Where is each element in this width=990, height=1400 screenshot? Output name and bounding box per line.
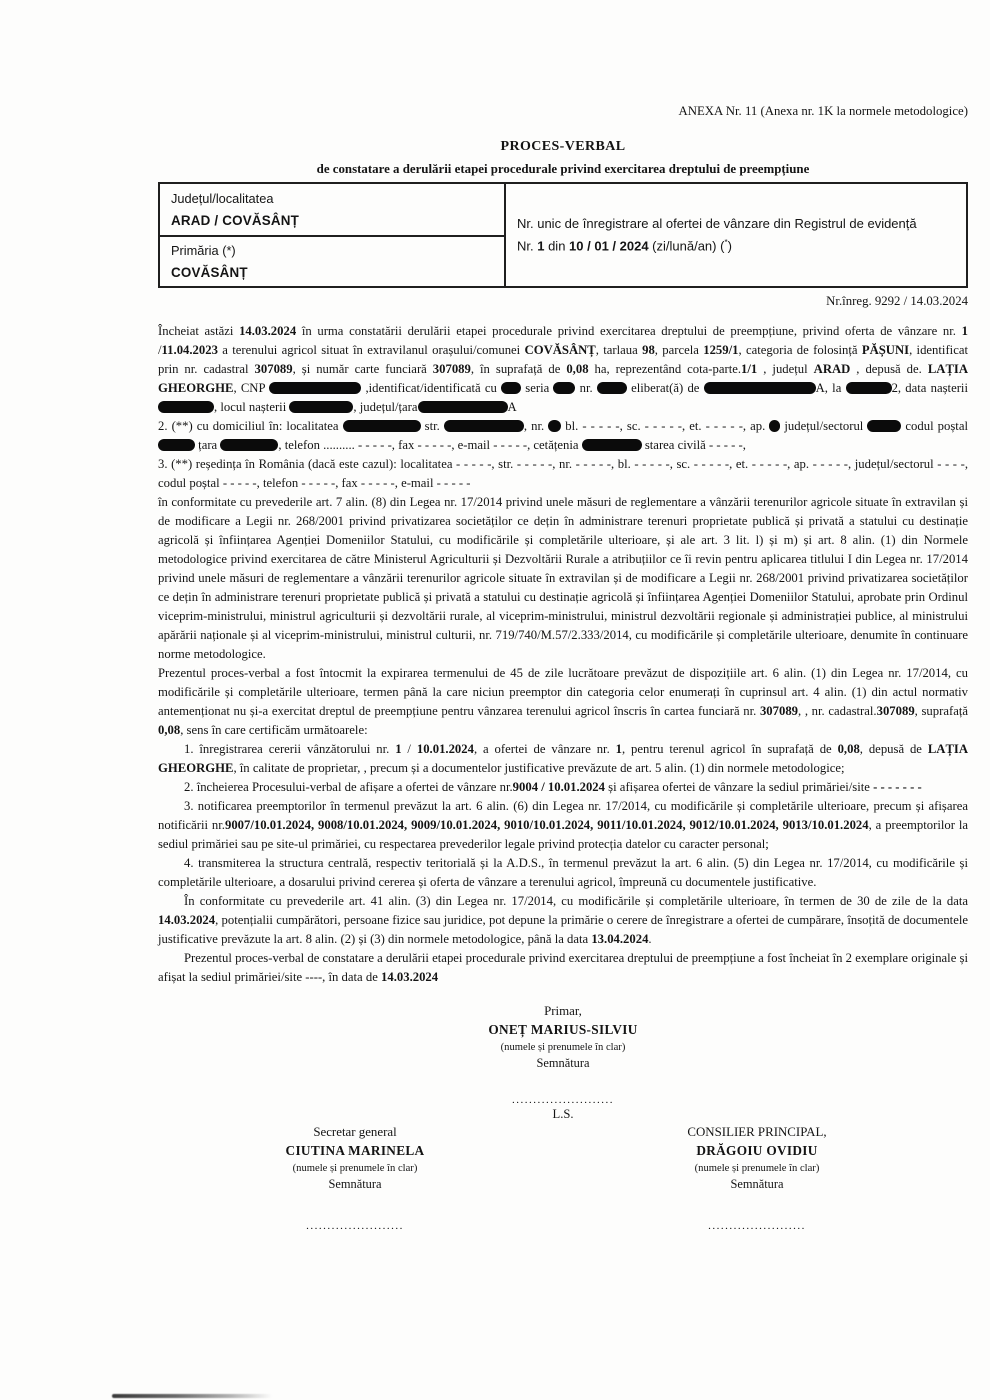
redaction-bar	[158, 439, 195, 451]
county-cell	[159, 183, 505, 236]
signature-dotted-line-secretar: .......................	[306, 1220, 404, 1232]
text-run: - - - - - - -	[873, 780, 922, 794]
text-run: 1	[537, 238, 545, 254]
text-run: ARAD	[813, 362, 851, 376]
text-run: seria	[521, 381, 554, 395]
text-run: , sens în care certificăm următoarele:	[180, 723, 368, 737]
text-run: 3. notificarea preemptorilor în termenul prevăzut la art. 6 alin. (6) din Legea nr. 17/2014, cu modificările și completările ulterioare, precum și afișarea notificării nr.	[158, 799, 968, 832]
text-run: 98	[642, 343, 655, 357]
text-run: 1. înregistrarea cererii vânzătorului nr.	[184, 742, 396, 756]
paragraph	[158, 949, 968, 987]
redaction-bar	[582, 439, 642, 451]
signature-role-secretar: Secretar general	[313, 1125, 397, 1139]
text-run: 14.03.2024	[381, 970, 439, 984]
text-run: 14.03.2024	[158, 913, 216, 927]
signature-role-primar: Primar,	[544, 1004, 582, 1018]
signature-label-primar: Semnătura	[536, 1056, 590, 1070]
paragraph	[158, 322, 968, 417]
text-run: ,identificat/identificată cu	[361, 381, 502, 395]
text-run: .	[648, 932, 652, 946]
text-run: (zi/lună/an) (	[648, 238, 725, 254]
text-run: codul poștal	[901, 419, 968, 433]
text-run: , , nr. cadastral.	[798, 704, 877, 718]
redaction-bar	[269, 382, 361, 394]
superscript-marker: *	[724, 238, 728, 248]
text-run: , depusă de.	[850, 362, 928, 376]
text-run: În conformitate cu prevederile art. 41 alin. (3) din Legea nr. 17/2014, cu modificările și completările ulterioare, în termen de 30 de zile de la data	[184, 894, 968, 908]
redaction-bar	[704, 382, 816, 394]
text-run: ha, reprezentând cota-parte.	[588, 362, 742, 376]
text-run: Nr.	[517, 238, 538, 254]
county-label: Județul/localitatea	[171, 191, 274, 206]
redaction-bar	[553, 382, 575, 394]
text-run: , suprafață	[914, 704, 968, 718]
text-run: , județul	[757, 362, 814, 376]
redaction-bar	[597, 382, 627, 394]
text-run: 10.01.2024	[416, 742, 474, 756]
registry-line1: Nr. unic de înregistrare al ofertei de vânzare din Registrul de evidență	[517, 216, 917, 232]
document-title: PROCES-VERBAL	[500, 139, 626, 154]
text-run: bl. - - - - -, sc. - - - - -, et. - - - - -, ap.	[561, 419, 770, 433]
text-run: 1259/1	[703, 343, 739, 357]
signature-name-primar: ONEȚ MARIUS-SILVIU	[488, 1022, 638, 1037]
text-run: 1	[961, 324, 968, 338]
signature-dotted-line-primar: ........................	[512, 1094, 614, 1106]
signature-row	[158, 1125, 968, 1232]
text-run: , parcela	[654, 343, 704, 357]
text-run: A, la	[815, 381, 846, 395]
text-run: , CNP	[233, 381, 270, 395]
text-run: a terenului agricol situat în extravilanul orașului/comunei	[217, 343, 525, 357]
text-run: , categoria de folosință	[738, 343, 862, 357]
text-run: , și număr carte funciară	[292, 362, 433, 376]
text-run: Încheiat astăzi	[158, 324, 240, 338]
signature-dotted-line-consilier: .......................	[708, 1220, 806, 1232]
text-run: Prezentul proces-verbal de constatare a derulării etapei procedurale privind exercitarea dreptului de preempțiune a fost încheiat în 2 exemplare originale și afișat la sediul primăriei/site ----, în data de	[158, 951, 968, 984]
paragraph	[158, 778, 968, 797]
signature-name-secretar: CIUTINA MARINELA	[285, 1143, 425, 1158]
primaria-label: Primăria (*)	[171, 243, 236, 258]
text-run: LAȚIA GHEORGHE	[158, 362, 969, 395]
paragraph	[158, 664, 968, 740]
paragraph	[158, 797, 968, 854]
text-run: 10 / 01 / 2024	[569, 238, 649, 254]
ls-stamp-label: L.S.	[552, 1107, 574, 1121]
document-body	[158, 322, 968, 987]
text-run: A	[507, 400, 517, 414]
text-run: , pentru terenul agricol în suprafață de	[621, 742, 838, 756]
paragraph	[158, 854, 968, 892]
text-run: , în suprafață de	[470, 362, 567, 376]
redaction-bar	[220, 439, 278, 451]
text-run: 13.04.2024	[591, 932, 649, 946]
signature-label-consilier: Semnătura	[730, 1177, 784, 1191]
text-run: 0,08	[158, 723, 181, 737]
text-run: Prezentul proces-verbal a fost întocmit la expirarea termenului de 45 de zile lucrătoare prevăzut de dispozițiile art. 6 alin. (1) din Legea nr. 17/2014, cu modificările și completările ulterioare, termen până la care niciun preemptor din categoria celor enumerați în cuprinsul art. 4 alin. (1) din actul normativ antemenționat nu și-a exercitat dreptul de preempțiune pentru vânzarea terenului agricol înscris în cartea funciară nr.	[158, 666, 968, 718]
text-run: nr.	[575, 381, 597, 395]
text-run: 2. (**) cu domiciliul în: localitatea	[158, 419, 343, 433]
registry-line2	[517, 238, 955, 253]
text-run: /	[401, 742, 417, 756]
text-run: 2. încheierea Procesului-verbal de afișare a ofertei de vânzare nr.	[184, 780, 513, 794]
text-run: , nr.	[523, 419, 549, 433]
signature-label-secretar: Semnătura	[328, 1177, 382, 1191]
text-run: și afișarea ofertei de vânzare la sediul primăriei/site	[605, 780, 874, 794]
anexa-note: ANEXA Nr. 11 (Anexa nr. 1K la normele metodologice)	[678, 104, 968, 118]
primaria-cell	[159, 236, 505, 287]
paragraph	[158, 493, 968, 664]
text-run: /	[158, 343, 162, 357]
text-run: 0,08	[566, 362, 589, 376]
document-subtitle: de constatare a derulării etapei procedurale privind exercitarea dreptului de preempțiune	[316, 162, 810, 176]
redaction-bar	[418, 401, 508, 413]
text-run: , locul nașterii	[214, 400, 290, 414]
text-run: , telefon .......... - - - - -, fax - - - - -, e-mail - - - - -, cetățenia	[278, 438, 582, 452]
signature-block-consilier	[637, 1125, 877, 1232]
text-run: eliberat(ă) de	[626, 381, 704, 395]
redaction-bar	[501, 382, 521, 394]
text-run: 4. transmiterea la structura centrală, respectiv teritorială și la A.D.S., în termenul prevăzut la art. 6 alin. (5) din Legea nr. 17/2014, cu modificările și completările ulterioare, a dosarului privind cererea și oferta de vânzare a terenului agricol, împreună cu documentele justificative.	[158, 856, 968, 889]
signature-clar-consilier: (numele și prenumele în clar)	[694, 1163, 820, 1174]
text-run: , tarlaua	[595, 343, 643, 357]
text-run: 307089	[876, 704, 915, 718]
text-run: 307089	[254, 362, 293, 376]
document-content	[158, 0, 968, 1232]
registration-number: Nr.înreg. 9292 / 14.03.2024	[826, 294, 968, 308]
text-run: 1/1	[741, 362, 758, 376]
redaction-bar	[548, 420, 561, 432]
text-run: 1	[615, 742, 622, 756]
signature-block-secretar	[240, 1125, 470, 1232]
text-run: , potențialii cumpărători, persoane fizice sau juridice, pot depune la primărie o cerere de înregistrare a ofertei de cumpărare, însoțită de documentele justificative prevăzute la art. 8 alin. (2) și (3) din normele metodologice, până la data	[158, 913, 968, 946]
signature-name-consilier: DRĂGOIU OVIDIU	[696, 1143, 818, 1158]
text-run: , în calitate de proprietar, , precum și a documentelor justificative prevăzute de art. 5 alin. (1) din normele metodologice;	[233, 761, 845, 775]
text-run: , județul/țara	[353, 400, 418, 414]
signature-clar-primar: (numele și prenumele în clar)	[500, 1042, 626, 1053]
text-run: COVĂSÂNȚ	[524, 343, 596, 357]
text-run: , depusă de	[859, 742, 928, 756]
text-run: județul/sectorul	[780, 419, 868, 433]
text-run: din	[544, 238, 570, 254]
scan-artifact	[112, 1394, 272, 1398]
paragraph	[158, 740, 968, 778]
text-run: în conformitate cu prevederile art. 7 alin. (8) din Legea nr. 17/2014 privind unele măsuri de reglementare a vânzării terenurilor agricole situate în extravilan și de modificare a Legii nr. 268/2001 privind privatizarea societăților ce dețin în administrare terenuri proprietate publică și privată a statului cu destinație agricolă și înființarea Agenției Domeniilor Statului, cu modificările și completările ulterioare, și ale art. 3 lit. l) și m) și art. 8 alin. (1) din Normele metodologice privind exercitarea de către Ministerul Agriculturii și Dezvoltării Rurale a atribuțiilor ce îi revin pentru aplicarea titlului I din Legea nr. 17/2014 privind unele măsuri de reglementare a vânzării terenurilor agricole situate în extravilan și de modificare a Legii nr. 268/2001 privind privatizarea societăților ce dețin în administrare terenuri proprietate publică și privată a statului cu destinație agricolă și înființarea Agenției Domeniilor Statului, aprobate prin Ordinul viceprim-ministrului, ministrul agriculturii și dezvoltării rurale, al viceprim-ministrului, ministrul dezvoltării regionale și administrației publice, al ministrului apărării naționale și al viceprim-ministrului, ministrul culturii, nr. 719/740/M.57/2.333/2014, cu modificările și completările ulterioare, denumite în continuare norme metodologice.	[158, 495, 968, 661]
text-run: în urma constatării derulării etapei procedurale privind exercitarea dreptului de preempțiune, privind oferta de vânzare nr.	[296, 324, 962, 338]
text-run: , a preemptorilor la sediul primăriei sau pe site-ul primăriei, cu respectarea prevederilor legale privind protecția datelor cu caracter personal;	[158, 818, 968, 851]
signature-block-primar	[158, 1004, 968, 1122]
text-run: 2, data nașterii	[891, 381, 968, 395]
paragraph	[158, 455, 968, 493]
text-run: 0,08	[837, 742, 860, 756]
county-value: ARAD / COVĂSÂNȚ	[171, 213, 299, 228]
registry-cell	[505, 183, 967, 287]
text-run: , a ofertei de vânzare nr.	[473, 742, 616, 756]
text-run: 9004 / 10.01.2024	[512, 780, 605, 794]
text-run: , identificat prin nr. cadastral	[158, 343, 968, 376]
redaction-bar	[444, 420, 524, 432]
text-run: 307089	[432, 362, 471, 376]
text-run: starea civilă - - - - -,	[641, 438, 746, 452]
signature-role-consilier: CONSILIER PRINCIPAL,	[687, 1125, 827, 1139]
paragraph	[158, 417, 968, 455]
paragraph	[158, 892, 968, 949]
primaria-value: COVĂSÂNȚ	[171, 265, 248, 280]
text-run: 14.03.2024	[239, 324, 297, 338]
redaction-bar	[846, 382, 892, 394]
text-run: 1	[395, 742, 402, 756]
text-run: LAȚIA GHEORGHE	[158, 742, 969, 775]
redaction-bar	[158, 401, 214, 413]
header-table	[158, 182, 968, 288]
redaction-bar	[769, 420, 780, 432]
text-run: PĂȘUNI	[861, 343, 910, 357]
text-run: str.	[420, 419, 444, 433]
redaction-bar	[289, 401, 353, 413]
redaction-bar	[343, 420, 421, 432]
signature-clar-secretar: (numele și prenumele în clar)	[292, 1163, 418, 1174]
text-run: 3. (**) reședința în România (dacă este cazul): localitatea - - - - -, str. - - - - -, nr. - - - - -, bl. - - - - -, sc. - - - - -, et. - - - - -, ap. - - - - -, județul/sectorul - - - -, codul poștal - - - - -, telefon - - - - -, fax - - - - -, e-mail - - - - -	[158, 457, 968, 490]
text-run: 9007/10.01.2024, 9008/10.01.2024, 9009/10.01.2024, 9010/10.01.2024, 9011/10.01.2024, 9012/10.01.2024, 9013/10.01.2024	[224, 818, 869, 832]
text-run: 11.04.2023	[161, 343, 218, 357]
text-run: 307089	[759, 704, 799, 718]
text-run: țara	[195, 438, 221, 452]
text-run: )	[727, 238, 732, 254]
redaction-bar	[867, 420, 901, 432]
